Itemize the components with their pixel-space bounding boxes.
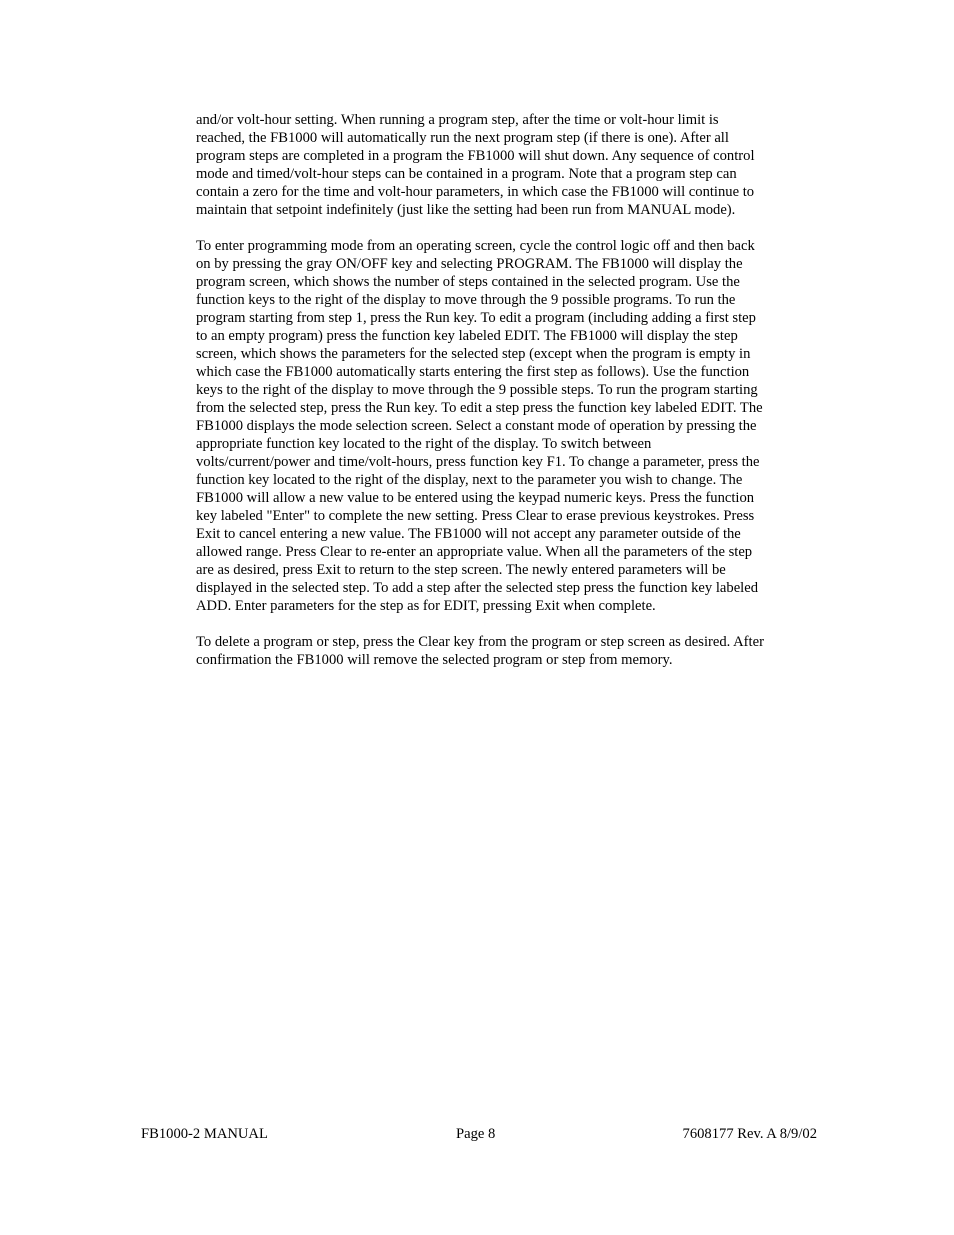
paragraph-program-steps: and/or volt-hour setting. When running a program step, after the time or volt-hour limit is reached, the FB1000 will automatically run the next program step (if there is one). After all program steps are completed in a program the FB1000 will shut down. Any sequence of control mode and timed/volt-hour steps can be contained in a program. Note that a program step can contain a zero for the time and volt-hour parameters, in which case the FB1000 will continue to maintain that setpoint indefinitely (just like the setting had been run from MANUAL mode). <box>196 112 755 218</box>
page-footer <box>141 1125 817 1145</box>
footer-manual-title: FB1000-2 MANUAL <box>141 1126 268 1142</box>
paragraph-programming-mode: To enter programming mode from an operating screen, cycle the control logic off and then back on by pressing the gray ON/OFF key and selecting PROGRAM. The FB1000 will display the program screen, which shows the number of steps contained in the selected program. Use the function keys to the right of the display to move through the 9 possible programs. To run the program starting from step 1, press the Run key. To edit a program (including adding a first step to an empty program) press the function key labeled EDIT. The FB1000 will display the step screen, which shows the parameters for the selected step (except when the program is empty in which case the FB1000 automatically starts entering the first step as follows). Use the function keys to the right of the display to move through the 9 possible steps. To run the program starting from the selected step, press the Run key. To edit a step press the function key labeled EDIT. The FB1000 displays the mode selection screen. Select a constant mode of operation by pressing the appropriate function key located to the right of the display. To switch between volts/current/power and time/volt-hours, press function key F1. To change a parameter, press the function key located to the right of the display, next to the parameter you wish to change. The FB1000 will allow a new value to be entered using the keypad numeric keys. Press the function key labeled "Enter" to complete the new setting. Press Clear to erase previous keystrokes. Press Exit to cancel entering a new value. The FB1000 will not accept any parameter outside of the allowed range. Press Clear to re-enter an appropriate value. When all the parameters of the step are as desired, press Exit to return to the step screen. The newly entered parameters will be displayed in the selected step. To add a step after the selected step press the function key labeled ADD. Enter parameters for the step as for EDIT, pressing Exit when complete. <box>196 238 763 614</box>
paragraph-delete-program: To delete a program or step, press the Clear key from the program or step screen as desired. After confirmation the FB1000 will remove the selected program or step from memory. <box>196 634 764 668</box>
body-text <box>196 111 820 687</box>
footer-page-number: Page 8 <box>456 1126 496 1142</box>
footer-revision: 7608177 Rev. A 8/9/02 <box>682 1126 817 1142</box>
